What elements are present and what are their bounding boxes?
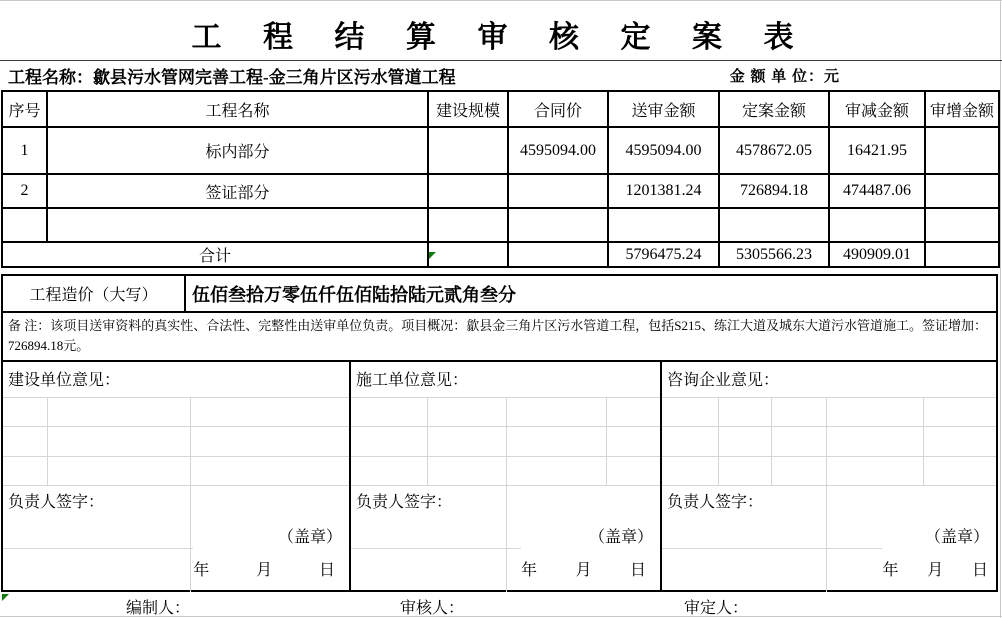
total-submitted: 5796475.24 — [608, 242, 719, 267]
faint-gridline — [662, 456, 996, 457]
header-construction-scale: 建设规模 — [428, 91, 508, 127]
signer-label: 负责人签字： — [356, 494, 453, 511]
cell-final: 4578672.05 — [719, 127, 829, 174]
footer-row — [0, 592, 1002, 616]
cell-reduced: 16421.95 — [829, 127, 925, 174]
cell-project-name: 签证部分 — [47, 174, 428, 208]
table-header-row — [2, 91, 999, 127]
date-year: 年 — [193, 562, 210, 579]
faint-gridline — [351, 548, 521, 549]
cell-seq — [2, 208, 47, 242]
preparer-label: 编制人： — [126, 600, 191, 617]
faint-gridline — [427, 397, 428, 485]
faint-gridline — [718, 397, 719, 485]
faint-gridline — [3, 456, 349, 457]
opinion-section-construction-unit — [3, 362, 351, 590]
sheet-gridline-right — [1000, 0, 1001, 618]
table-row — [2, 174, 999, 208]
header-project-name: 工程名称 — [47, 91, 428, 127]
page-title: 工 程 结 算 审 核 定 案 表 — [191, 21, 811, 54]
opinions-block — [1, 360, 998, 592]
total-reduced: 490909.01 — [829, 242, 925, 267]
total-final: 5305566.23 — [719, 242, 829, 267]
seal-label: （盖章） — [588, 529, 653, 546]
settlement-table — [1, 90, 1000, 268]
cell-submitted: 1201381.24 — [608, 174, 719, 208]
date-day: 日 — [629, 562, 646, 579]
faint-gridline — [662, 397, 996, 398]
date-day: 日 — [971, 562, 988, 579]
faint-gridline — [3, 548, 193, 549]
faint-gridline — [606, 397, 607, 485]
signer-label: 负责人签字： — [8, 494, 105, 511]
cell-contract — [508, 174, 608, 208]
cell-scale — [428, 174, 508, 208]
date-row — [193, 557, 335, 580]
cell-submitted — [608, 208, 719, 242]
faint-gridline — [47, 397, 48, 485]
header-submitted-amount: 送审金额 — [608, 91, 719, 127]
cell-contract: 4595094.00 — [508, 127, 608, 174]
cell-scale — [428, 127, 508, 174]
cell-scale — [428, 208, 508, 242]
cost-in-words-label: 工程造价（大写） — [3, 276, 186, 311]
date-year: 年 — [882, 562, 899, 579]
signer-label: 负责人签字： — [667, 494, 764, 511]
faint-gridline — [662, 426, 996, 427]
faint-gridline — [923, 397, 924, 485]
remarks-line-1: 备 注：该项目送审资料的真实性、合法性、完整性由送审单位负责。项目概况：歙县金三角片区污水管道工程，包括S215、练江大道及城东大道污水管道施工。签证增加： — [8, 318, 987, 333]
seal-label: （盖章） — [277, 529, 342, 546]
faint-gridline — [506, 397, 507, 592]
table-row — [2, 127, 999, 174]
cell-reduced — [829, 208, 925, 242]
cell-seq: 1 — [2, 127, 47, 174]
cell-project-name — [47, 208, 428, 242]
opinion-title: 施工单位意见： — [356, 372, 469, 389]
faint-gridline — [826, 397, 827, 592]
date-year: 年 — [520, 562, 537, 579]
sheet-gridline-top — [0, 0, 1002, 1]
remarks-line-2: 726894.18元。 — [8, 338, 90, 353]
header-contract-price: 合同价 — [508, 91, 608, 127]
faint-gridline — [3, 397, 349, 398]
faint-gridline — [3, 426, 349, 427]
faint-gridline — [3, 485, 349, 486]
date-month: 月 — [256, 562, 273, 579]
cell-final: 726894.18 — [719, 174, 829, 208]
cost-in-words-row — [1, 274, 998, 313]
opinion-title: 建设单位意见： — [8, 372, 121, 389]
date-month: 月 — [927, 562, 944, 579]
date-month: 月 — [575, 562, 592, 579]
header-final-amount: 定案金额 — [719, 91, 829, 127]
faint-gridline — [190, 397, 191, 592]
cell-increased — [925, 174, 999, 208]
date-row — [521, 557, 646, 580]
project-name-label: 工程名称：歙县污水管网完善工程-金三角片区污水管道工程 — [8, 67, 456, 87]
date-row — [882, 557, 988, 580]
cell-increased — [925, 208, 999, 242]
excel-error-triangle-icon — [429, 252, 436, 259]
cell-project-name: 标内部分 — [47, 127, 428, 174]
cell-final — [719, 208, 829, 242]
cell-submitted: 4595094.00 — [608, 127, 719, 174]
seal-label: （盖章） — [924, 529, 989, 546]
total-increased — [925, 242, 999, 267]
cell-contract — [508, 208, 608, 242]
total-label: 合计 — [2, 242, 428, 267]
faint-gridline — [771, 397, 772, 485]
table-row-empty — [2, 208, 999, 242]
approver-label: 审定人： — [684, 600, 749, 617]
faint-gridline — [662, 485, 996, 486]
opinion-section-contractor-unit — [351, 362, 662, 590]
cell-increased — [925, 127, 999, 174]
faint-gridline — [662, 548, 882, 549]
remarks-row — [1, 311, 998, 362]
reviewer-label: 审核人： — [400, 600, 465, 617]
total-contract — [508, 242, 608, 267]
header-reduced-amount: 审减金额 — [829, 91, 925, 127]
total-scale — [428, 242, 508, 267]
header-seq: 序号 — [2, 91, 47, 127]
project-info-row — [2, 61, 1000, 89]
opinion-section-consulting-firm — [662, 362, 996, 590]
excel-error-triangle-icon — [2, 594, 9, 601]
date-day: 日 — [318, 562, 335, 579]
table-total-row — [2, 242, 999, 267]
cell-reduced: 474487.06 — [829, 174, 925, 208]
header-increased-amount: 审增金额 — [925, 91, 999, 127]
opinion-title: 咨询企业意见： — [667, 372, 780, 389]
cell-seq: 2 — [2, 174, 47, 208]
amount-unit-label: 金 额 单 位：元 — [729, 68, 840, 85]
cost-in-words-value: 伍佰叁拾万零伍仟伍佰陆拾陆元贰角叁分 — [192, 284, 516, 305]
